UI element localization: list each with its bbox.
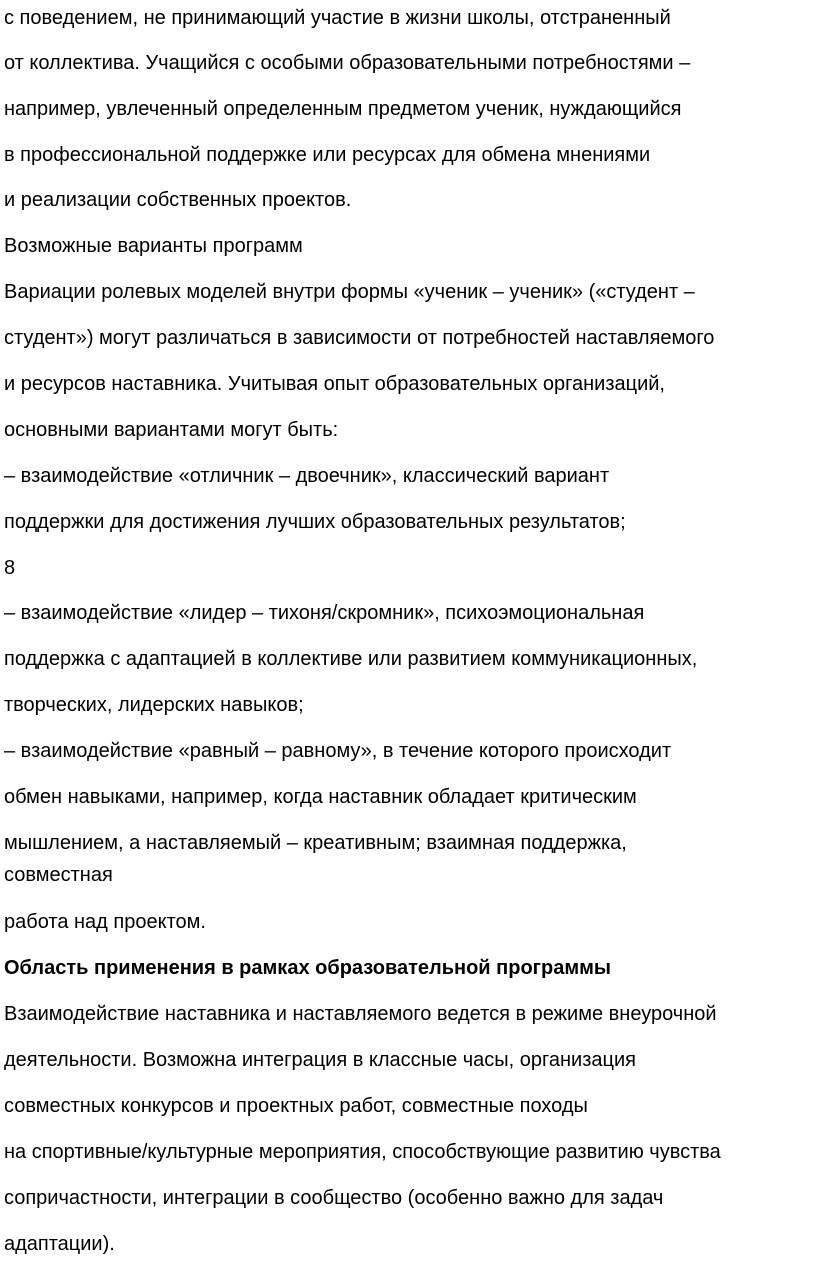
text-line: Вариации ролевых моделей внутри формы «ученик – ученик» («студент –	[4, 281, 695, 303]
text-line: Взаимодействие наставника и наставляемого ведется в режиме внеурочной	[4, 1003, 717, 1025]
text-line: совместная	[4, 864, 113, 886]
text-line: сопричастности, интеграции в сообщество (особенно важно для задач	[4, 1187, 664, 1209]
text-line: поддержки для достижения лучших образовательных результатов;	[4, 511, 626, 533]
text-line: поддержка с адаптацией в коллективе или развитием коммуникационных,	[4, 648, 698, 670]
text-line: основными вариантами могут быть:	[4, 419, 339, 441]
text-line: и реализации собственных проектов.	[4, 189, 352, 211]
text-line: студент») могут различаться в зависимости от потребностей наставляемого	[4, 327, 715, 349]
bold-section-heading: Область применения в рамках образовательной программы	[4, 957, 612, 979]
list-item: – взаимодействие «лидер – тихоня/скромник», психоэмоциональная	[4, 602, 645, 624]
text-line: например, увлеченный определенным предметом ученик, нуждающийся	[4, 98, 682, 120]
text-line: адаптации).	[4, 1233, 115, 1255]
text-line: деятельности. Возможна интеграция в классные часы, организация	[4, 1049, 636, 1071]
text-line: обмен навыками, например, когда наставник обладает критическим	[4, 786, 637, 808]
page-number: 8	[4, 557, 16, 579]
text-line: творческих, лидерских навыков;	[4, 694, 304, 716]
list-item: – взаимодействие «равный – равному», в течение которого происходит	[4, 740, 672, 762]
text-line: совместных конкурсов и проектных работ, совместные походы	[4, 1095, 588, 1117]
text-line: от коллектива. Учащийся с особыми образовательными потребностями –	[4, 52, 691, 74]
list-item: – взаимодействие «отличник – двоечник», классический вариант	[4, 465, 610, 487]
text-line: с поведением, не принимающий участие в жизни школы, отстраненный	[4, 7, 671, 29]
section-heading: Возможные варианты программ	[4, 235, 303, 257]
text-line: работа над проектом.	[4, 911, 206, 933]
text-line: и ресурсов наставника. Учитывая опыт образовательных организаций,	[4, 373, 665, 395]
text-line: мышлением, а наставляемый – креативным; взаимная поддержка,	[4, 832, 627, 854]
text-line: в профессиональной поддержке или ресурсах для обмена мнениями	[4, 144, 651, 166]
text-line: на спортивные/культурные мероприятия, способствующие развитию чувства	[4, 1141, 721, 1163]
